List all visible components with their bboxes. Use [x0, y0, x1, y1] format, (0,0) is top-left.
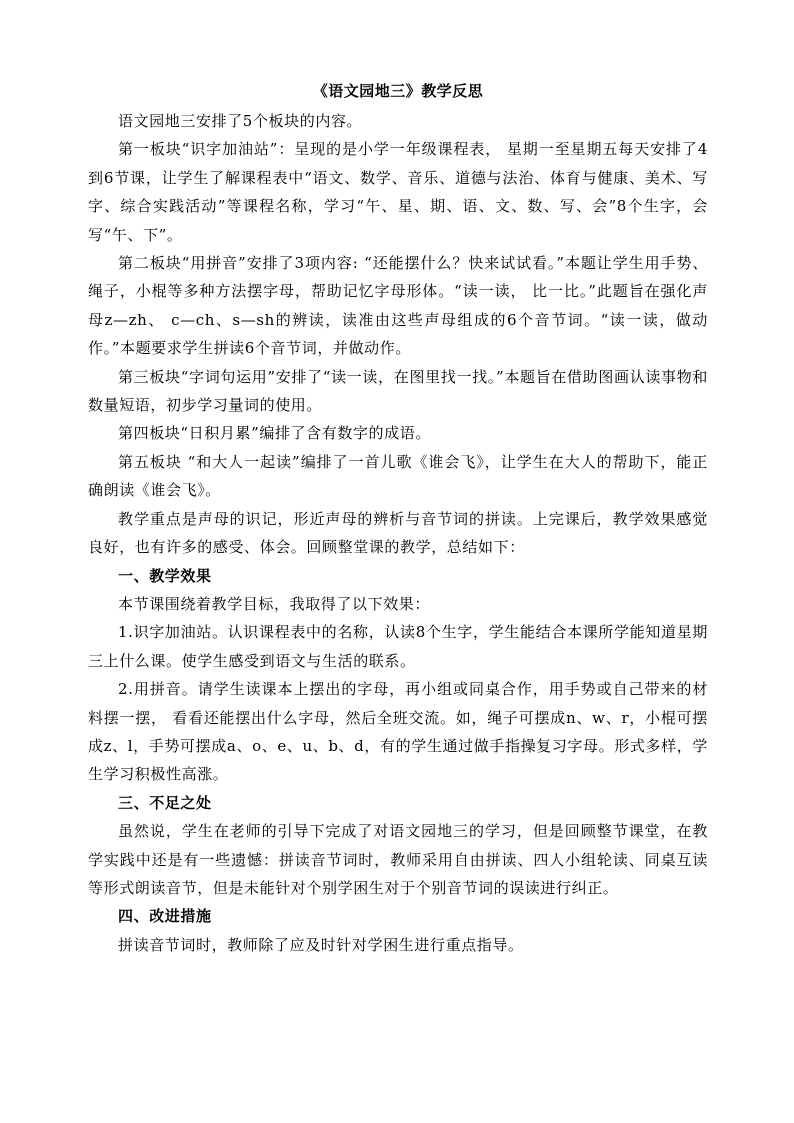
section1-paragraph-1: 本节课围绕着教学目标，我取得了以下效果： — [118, 594, 431, 613]
document-page — [88, 79, 708, 959]
block1-paragraph: 第一板块“识字加油站”：呈现的是小学一年级课程表， 星期一至星期五每天安排了4到6节课，让学生了解课程表中“语文、数学、音乐、道德与法治、体育与健康、美术、写字、综合实践活动”等课程名称，学习“午、星、期、语、文、数、写、会”8个生字，会写“午、下”。 — [88, 140, 708, 244]
section3-heading: 三、不足之处 — [118, 793, 212, 812]
section4-heading: 四、改进措施 — [118, 907, 212, 926]
block5-paragraph: 第五板块 “和大人一起读”编排了一首儿歌《谁会飞》，让学生在大人的帮助下，能正确朗读《谁会飞》。 — [88, 452, 708, 500]
document-title: 《语文园地三》教学反思 — [312, 82, 484, 100]
block3-paragraph: 第三板块“字词句运用”安排了“读一读，在图里找一找。”本题旨在借助图画认读事物和数量短语，初步学习量词的使用。 — [88, 367, 708, 415]
block4-paragraph: 第四板块“日积月累”编排了含有数字的成语。 — [118, 424, 431, 443]
section1-paragraph-2: 1.识字加油站。认识课程表中的名称，认读8个生字，学生能结合本课所学能知道星期三上什么课。使学生感受到语文与生活的联系。 — [88, 623, 708, 670]
section3-paragraph-1: 虽然说，学生在老师的引导下完成了对语文园地三的学习，但是回顾整节课堂，在教学实践中还是有一些遗憾：拼读音节词时，教师采用自由拼读、四人小组轮读、同桌互读等形式朗读音节，但是未能针对个别学困生对于个别音节词的误读进行纠正。 — [88, 822, 708, 897]
section1-heading: 一、教学效果 — [118, 566, 212, 585]
section4-paragraph-1: 拼读音节词时，教师除了应及时针对学困生进行重点指导。 — [118, 935, 524, 954]
focus-paragraph: 教学重点是声母的识记，形近声母的辨析与音节词的拼读。上完课后，教学效果感觉良好，也有许多的感受、体会。回顾整堂课的教学，总结如下： — [88, 509, 708, 557]
block2-paragraph: 第二板块“用拼音”安排了3项内容: “还能摆什么？快来试试看。”本题让学生用手势、绳子，小棍等多种方法摆字母，帮助记忆字母形体。“读一读， 比一比。”此题旨在强化声母z—zh、 c—ch、s—sh的辨读，读准由这些声母组成的6个音节词。“读一读，做动作。”本题要求学生拼读6个音节词，并做动作。 — [88, 254, 708, 358]
intro-paragraph: 语文园地三安排了5个板块的内容。 — [118, 112, 363, 130]
section1-paragraph-3: 2.用拼音。请学生读课本上摆出的字母，再小组或同桌合作，用手势或自己带来的材料摆一摆， 看看还能摆出什么字母，然后全班交流。如，绳子可摆成n、w、r，小棍可摆成z、l，手势可摆成a、o、e、u、b、d，有的学生通过做手指操复习字母。形式多样，学生学习积极性高涨。 — [88, 680, 708, 784]
